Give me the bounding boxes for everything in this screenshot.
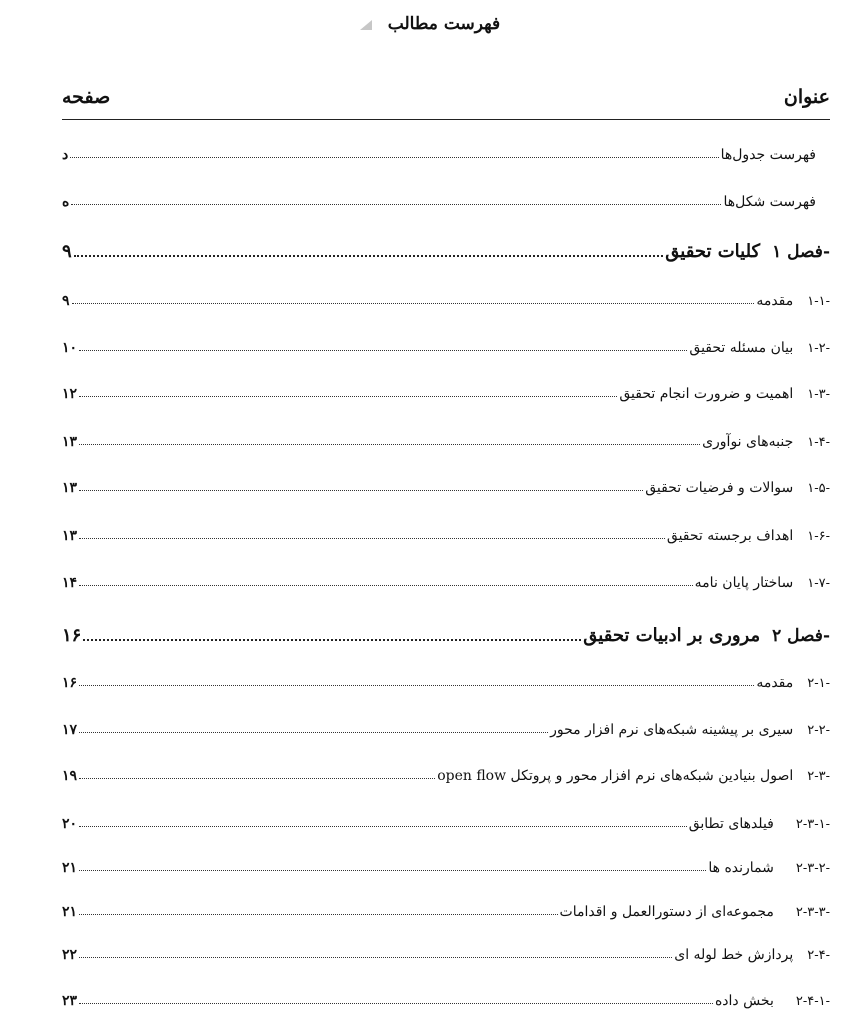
dot-leader bbox=[79, 444, 700, 445]
toc-header bbox=[62, 82, 830, 112]
dot-leader bbox=[79, 350, 687, 351]
toc-entry-text: فهرست شکل‌ها bbox=[723, 194, 816, 210]
dot-leader bbox=[83, 639, 581, 641]
toc-entry-page: ه bbox=[62, 194, 70, 210]
toc-entry[interactable] bbox=[62, 665, 830, 691]
toc-entry-number: ۱-۶- bbox=[807, 529, 830, 544]
toc-chapter-entry[interactable] bbox=[62, 236, 830, 262]
toc-entry[interactable] bbox=[62, 850, 830, 876]
toc-entry-page: ۲۳ bbox=[62, 993, 78, 1009]
toc-entry-text: مروری بر ادبیات تحقیق bbox=[583, 625, 761, 646]
toc-entry[interactable] bbox=[62, 983, 830, 1009]
column-title-label: عنوان bbox=[783, 86, 830, 108]
toc-entry-page: ۱۰ bbox=[62, 340, 78, 356]
dot-leader bbox=[74, 255, 664, 257]
toc-entry-number: ۱-۲- bbox=[807, 341, 830, 356]
toc-entry[interactable] bbox=[62, 806, 830, 832]
toc-entry-number: ۲-۳-۲- bbox=[795, 861, 830, 876]
toc-entry-text: اهداف برجسته تحقیق bbox=[666, 528, 794, 544]
toc-entry-text: فهرست جدول‌ها bbox=[720, 147, 816, 163]
toc-entry[interactable] bbox=[62, 376, 830, 402]
toc-entry-number: ۱-۵- bbox=[807, 481, 830, 496]
toc-entry-text: پردازش خط لوله ای bbox=[674, 947, 794, 963]
toc-entry-page: ۱۴ bbox=[62, 575, 78, 591]
toc-entry-text: کلیات تحقیق bbox=[665, 241, 761, 262]
toc-entry-text: مقدمه bbox=[756, 293, 794, 309]
dot-leader bbox=[79, 396, 617, 397]
toc-entry-text: مجموعه‌ای از دستورالعمل و اقدامات bbox=[559, 904, 774, 920]
toc-entry-text: مقدمه bbox=[756, 675, 794, 691]
toc-entry-number: ۲-۲- bbox=[807, 723, 830, 738]
toc-entry-number: ۲-۱- bbox=[807, 676, 830, 691]
toc-entry-page: ۹ bbox=[62, 241, 72, 262]
toc-entry-page: ۱۶ bbox=[62, 625, 82, 646]
toc-entry[interactable] bbox=[62, 184, 830, 210]
dot-leader bbox=[70, 157, 718, 158]
toc-entry-number: فصل ۱- bbox=[772, 242, 830, 262]
toc-entry[interactable] bbox=[62, 712, 830, 738]
toc-entry-number: ۲-۳-۱- bbox=[795, 817, 830, 832]
toc-entry-number: ۱-۷- bbox=[807, 576, 830, 591]
toc-entry-number: ۲-۳-۳- bbox=[795, 905, 830, 920]
toc-entry-text: اهمیت و ضرورت انجام تحقیق bbox=[619, 386, 794, 402]
toc-entry-page: ۲۰ bbox=[62, 816, 78, 832]
toc-entry-number: ۲-۴-۱- bbox=[795, 994, 830, 1009]
toc-entry[interactable] bbox=[62, 424, 830, 450]
toc-entry-page: ۲۱ bbox=[62, 860, 78, 876]
header-divider bbox=[62, 119, 830, 120]
toc-entry[interactable] bbox=[62, 330, 830, 356]
toc-entry-text: بیان مسئله تحقیق bbox=[689, 340, 794, 356]
toc-chapter-entry[interactable] bbox=[62, 620, 830, 646]
toc-entry[interactable] bbox=[62, 565, 830, 591]
toc-entry-page: ۲۲ bbox=[62, 947, 78, 963]
toc-title-text: فهرست مطالب bbox=[387, 14, 501, 34]
toc-entry[interactable] bbox=[62, 937, 830, 963]
toc-entry-text: بخش داده bbox=[714, 993, 774, 1009]
toc-entry-page: ۹ bbox=[62, 293, 70, 309]
toc-entry[interactable] bbox=[62, 137, 830, 163]
toc-entry-number: ۱-۱- bbox=[807, 294, 830, 309]
toc-entry-page: ۱۳ bbox=[62, 480, 78, 496]
toc-entry-text: سوالات و فرضیات تحقیق bbox=[645, 480, 794, 496]
toc-entry-number: ۲-۳- bbox=[807, 769, 830, 784]
dot-leader bbox=[79, 826, 687, 827]
toc-entry-page: ۲۱ bbox=[62, 904, 78, 920]
toc-entry-page: ۱۳ bbox=[62, 434, 78, 450]
toc-entry-page: ۱۲ bbox=[62, 386, 78, 402]
toc-entry-text: اصول بنیادین شبکه‌های نرم افزار محور و پروتکل open flow bbox=[437, 768, 794, 784]
dot-leader bbox=[72, 303, 755, 304]
dot-leader bbox=[79, 1003, 713, 1004]
toc-entry-page: ۱۳ bbox=[62, 528, 78, 544]
toc-entry[interactable] bbox=[62, 894, 830, 920]
dot-leader bbox=[71, 204, 721, 205]
toc-entry-text: ساختار پایان نامه bbox=[694, 575, 794, 591]
dot-leader bbox=[79, 538, 665, 539]
dot-leader bbox=[79, 957, 672, 958]
toc-entry[interactable] bbox=[62, 470, 830, 496]
toc-entry[interactable] bbox=[62, 518, 830, 544]
dot-leader bbox=[79, 685, 754, 686]
toc-entry-text: شمارنده ها bbox=[708, 860, 774, 876]
toc-entry-number: ۲-۴- bbox=[807, 948, 830, 963]
dot-leader bbox=[79, 732, 548, 733]
toc-entry-page: ۱۹ bbox=[62, 768, 78, 784]
toc-title bbox=[0, 14, 860, 34]
toc-entry[interactable] bbox=[62, 283, 830, 309]
dot-leader bbox=[79, 914, 557, 915]
toc-entry-number: ۱-۳- bbox=[807, 387, 830, 402]
toc-entry-text: فیلدهای تطابق bbox=[688, 816, 774, 832]
toc-entry-number: فصل ۲- bbox=[772, 626, 830, 646]
toc-entry-text: جنبه‌های نوآوری bbox=[702, 434, 794, 450]
toc-entry-page: د bbox=[62, 147, 69, 163]
column-page-label: صفحه bbox=[62, 86, 111, 108]
toc-entry-number: ۱-۴- bbox=[807, 435, 830, 450]
dot-leader bbox=[79, 778, 435, 779]
toc-entry-page: ۱۶ bbox=[62, 675, 78, 691]
toc-entry-page: ۱۷ bbox=[62, 722, 78, 738]
dot-leader bbox=[79, 585, 693, 586]
toc-entry-text: سیری بر پیشینه شبکه‌های نرم افزار محور bbox=[550, 722, 794, 738]
triangle-marker-icon bbox=[360, 20, 372, 30]
dot-leader bbox=[79, 870, 706, 871]
toc-entry[interactable] bbox=[62, 758, 830, 784]
dot-leader bbox=[79, 490, 643, 491]
